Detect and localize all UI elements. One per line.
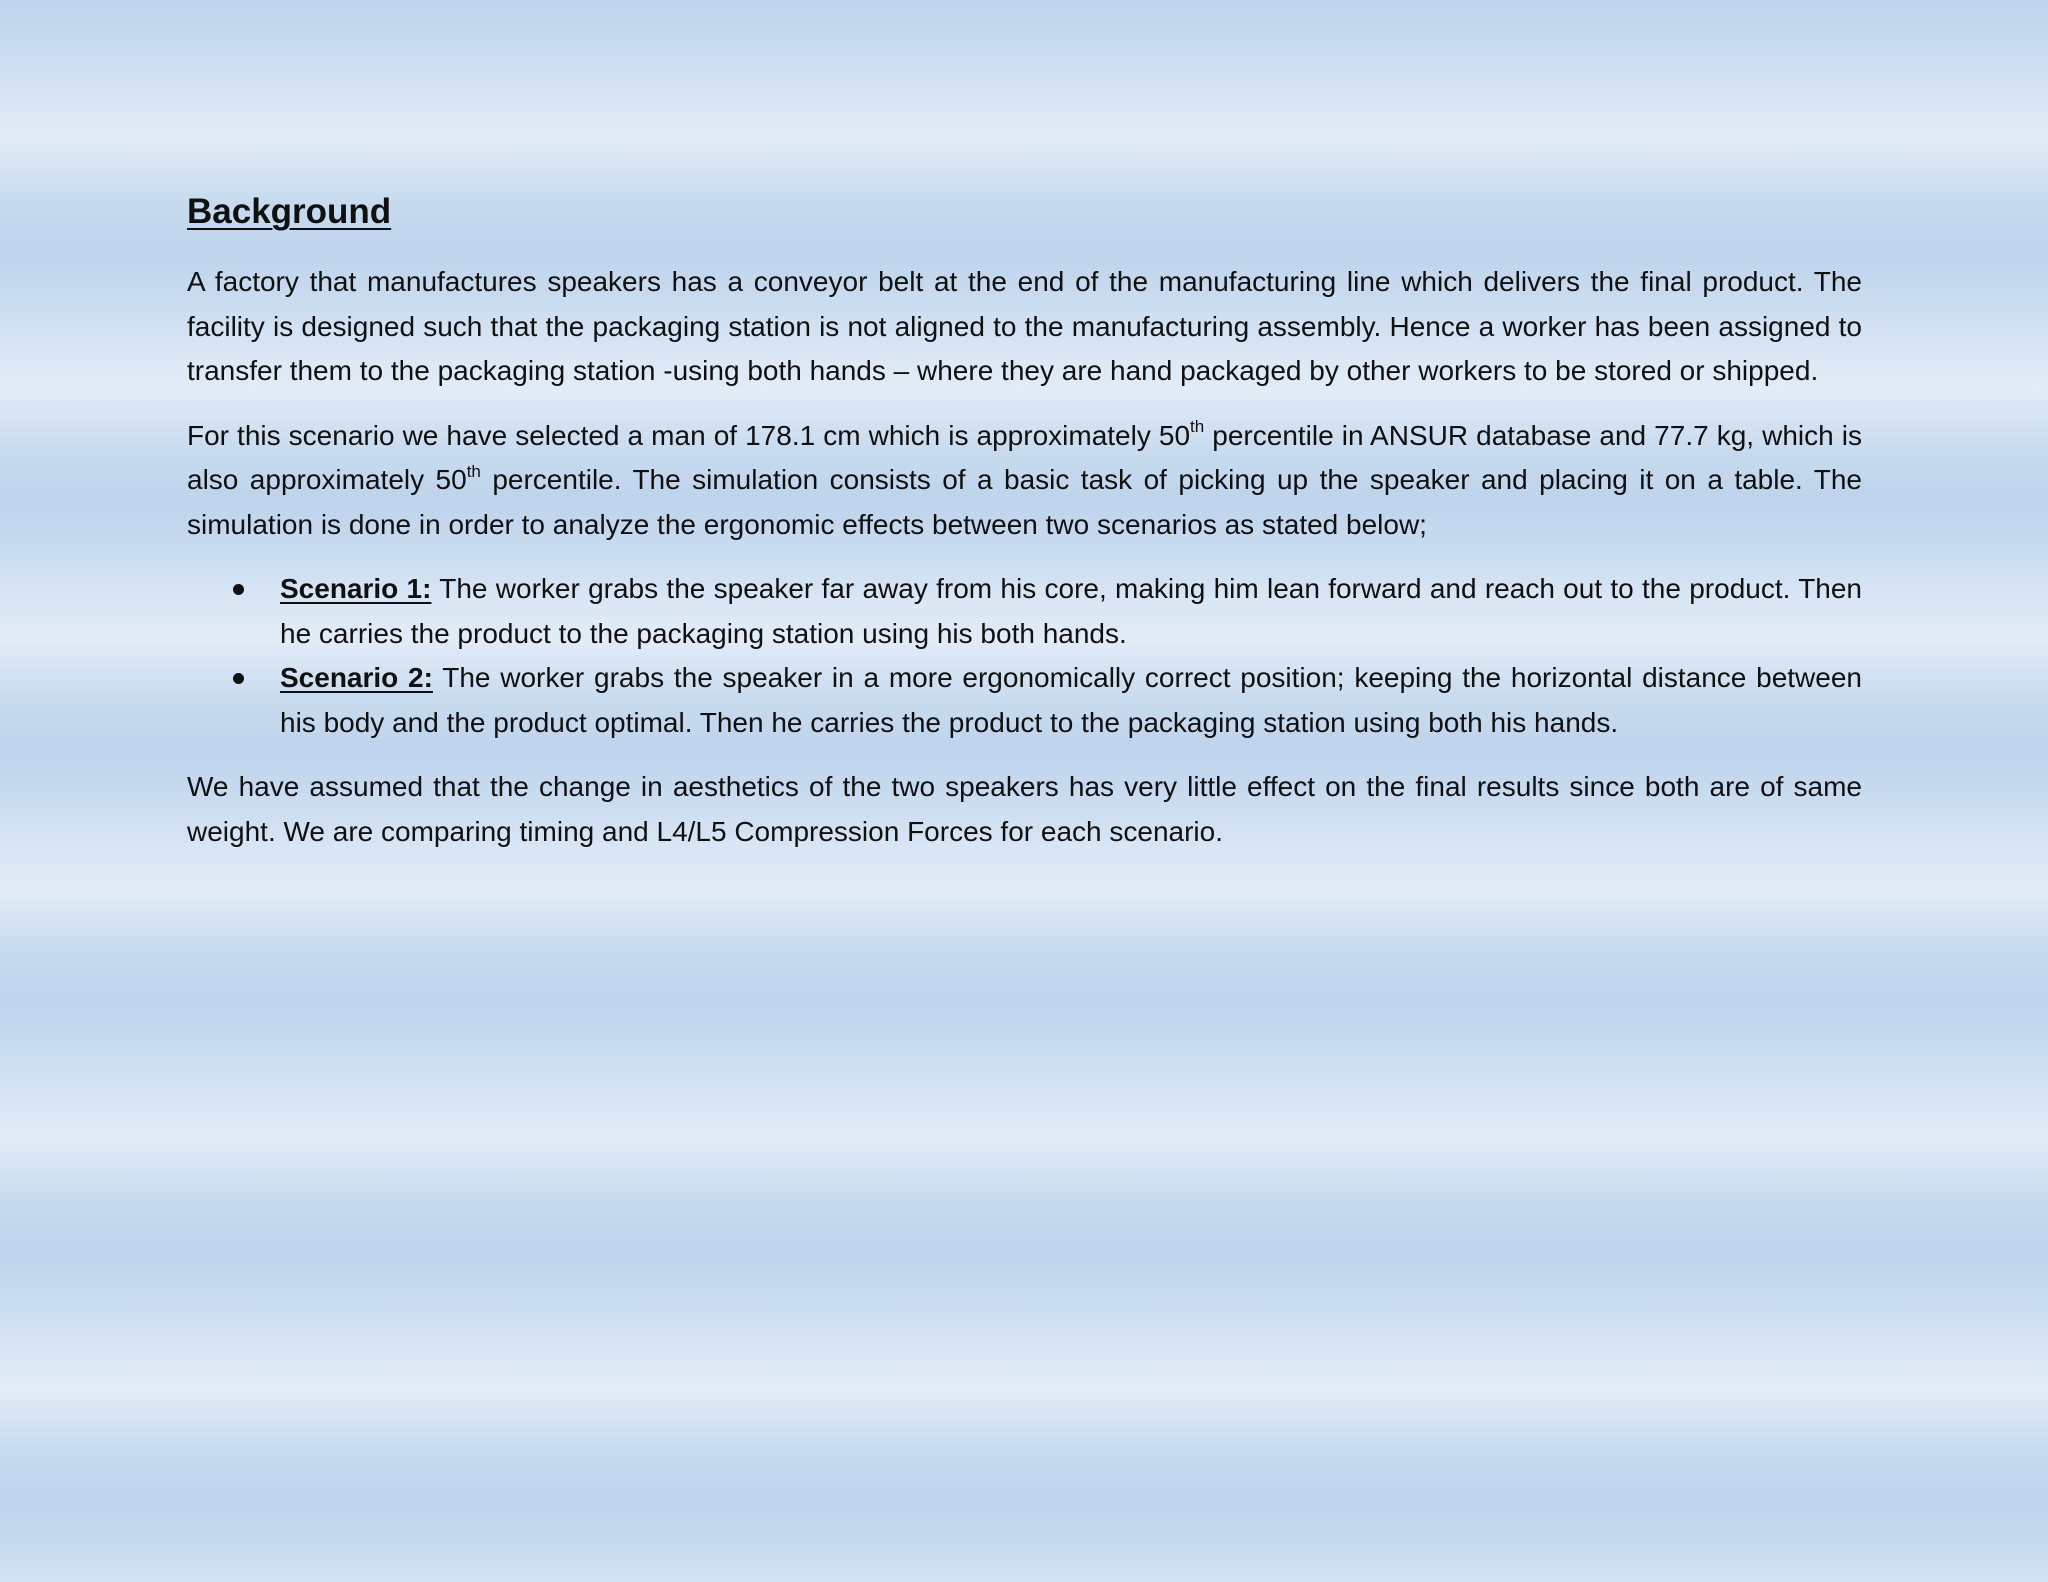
ordinal-suffix-2: th xyxy=(466,461,481,481)
scenario-setup-paragraph xyxy=(187,414,1862,548)
bullet-icon xyxy=(233,673,244,684)
setup-text-part2: percentile in ANSUR database and 77.7 kg, which is also approximately 50 xyxy=(187,419,1863,495)
scenario-1-title: Scenario 1: xyxy=(280,573,432,604)
section-heading: Background xyxy=(187,192,392,231)
bullet-icon xyxy=(233,584,244,595)
setup-text-part3: percentile. The simulation consists of a basic task of picking up the speaker and placing it on a table. The simulation is done in order to analyze the ergonomic effects between two scenarios as stated below; xyxy=(187,464,1863,540)
document-body xyxy=(187,186,1862,874)
setup-text-part1: For this scenario we have selected a man of 178.1 cm which is approximately 50 xyxy=(187,419,1191,451)
list-item-scenario-2 xyxy=(187,656,1862,745)
scenario-2-text: The worker grabs the speaker in a more ergonomically correct position; keeping the horizontal distance between his body and the product optimal. Then he carries the product to the packaging station using both his hands. xyxy=(280,662,1862,738)
scenario-list xyxy=(187,567,1862,745)
ordinal-suffix-1: th xyxy=(1190,417,1205,437)
scenario-1-text: The worker grabs the speaker far away from his core, making him lean forward and reach out to the product. Then he carries the product to the packaging station using his both hands. xyxy=(280,573,1863,649)
list-item-scenario-1 xyxy=(187,567,1862,656)
intro-paragraph: A factory that manufactures speakers has a conveyor belt at the end of the manufacturing line which delivers the final product. The facility is designed such that the packaging station is not aligned to the manufacturing assembly. Hence a worker has been assigned to transfer them to the packaging station -using both hands – where they are hand packaged by other workers to be stored or shipped. xyxy=(187,266,1862,386)
assumption-paragraph: We have assumed that the change in aesthetics of the two speakers has very little effect on the final results since both are of same weight. We are comparing timing and L4/L5 Compression Forces for each scenario. xyxy=(187,771,1862,847)
scenario-2-title: Scenario 2: xyxy=(280,662,433,693)
